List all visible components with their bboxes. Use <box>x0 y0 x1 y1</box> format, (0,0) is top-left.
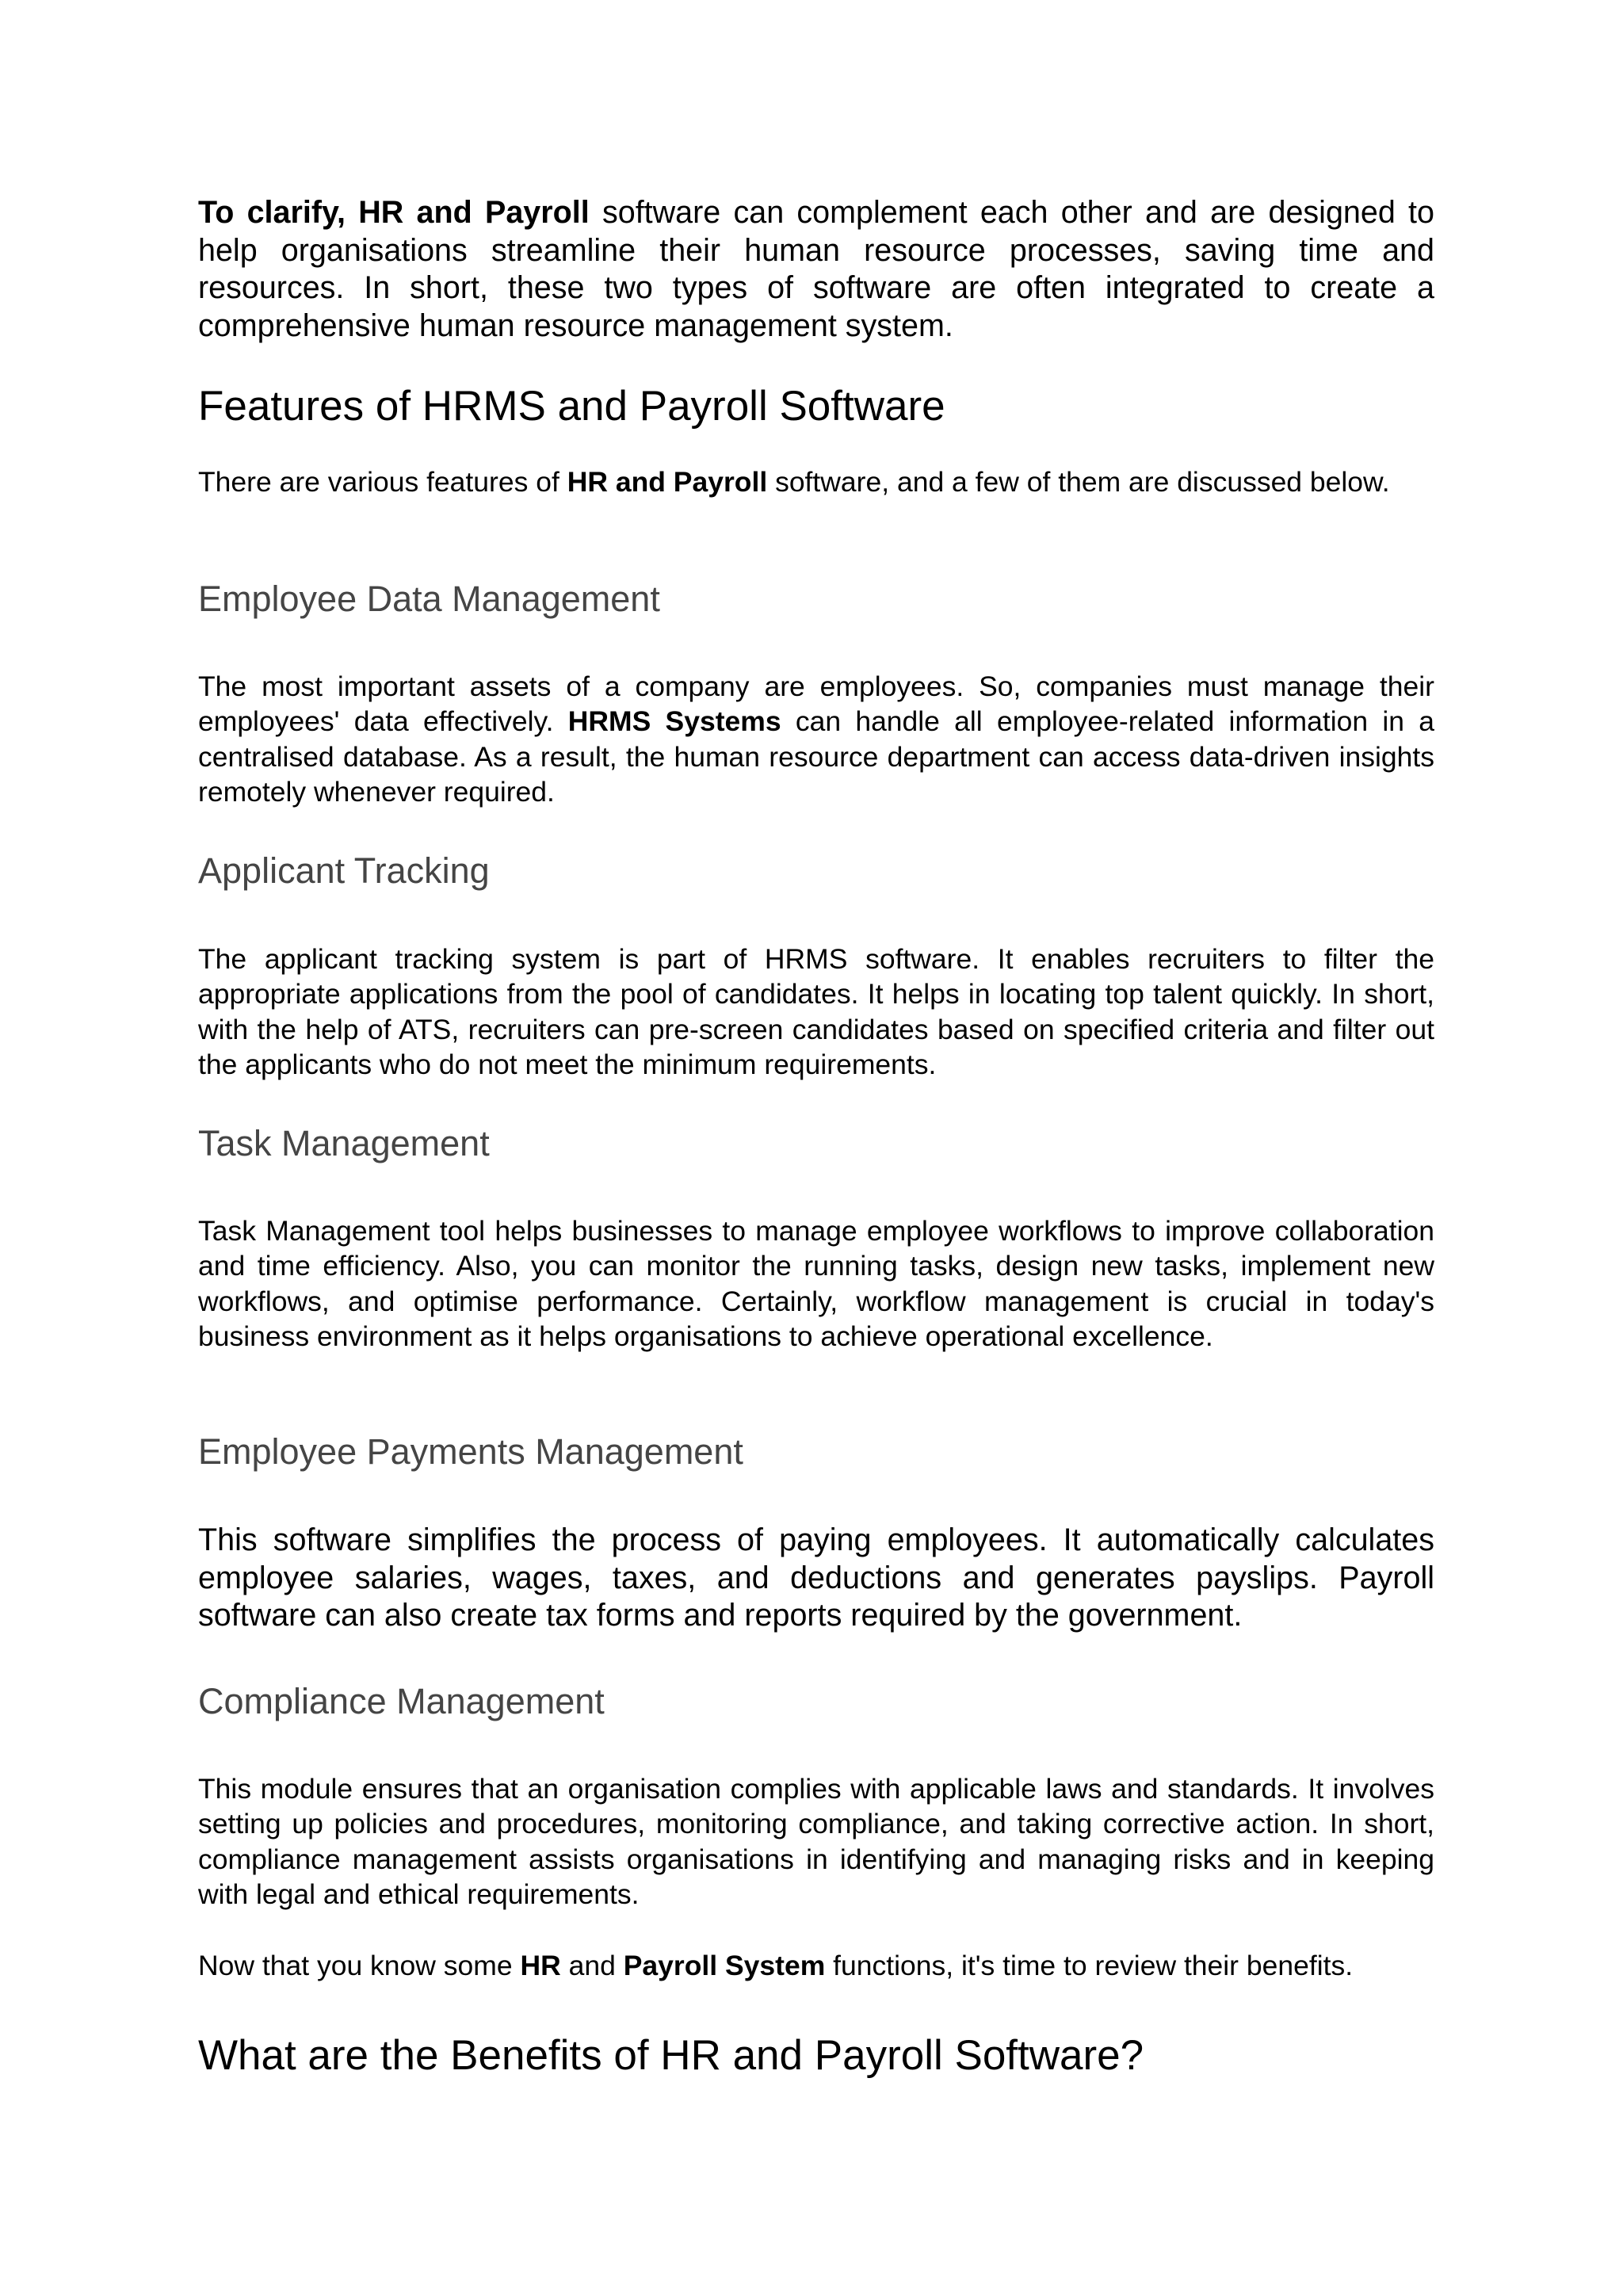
transition-paragraph <box>198 1948 1434 1983</box>
employee-data-pre: The most important assets of a company are employees. So, companies must manage their employees' data effectively. <box>198 670 1434 738</box>
section-heading-task-management: Task Management <box>198 1123 490 1163</box>
transition-bold-payroll: Payroll System <box>623 1950 826 1981</box>
section-heading-applicant-tracking: Applicant Tracking <box>198 850 490 891</box>
section-heading-employee-payments: Employee Payments Management <box>198 1431 743 1472</box>
intro-text: software can complement each other and are designed to help organisations streamline their human resource processes, saving time and resources. In short, these two types of software are often integrated to create a comprehensive human resource management system. <box>198 195 1434 343</box>
section-body-applicant-tracking: The applicant tracking system is part of HRMS software. It enables recruiters to filter the appropriate applications from the pool of candidates. It helps in locating top talent quickly. In short, with the help of ATS, recruiters can pre-screen candidates based on specified criteria and filter out the applicants who do not meet the minimum requirements. <box>198 943 1434 1080</box>
features-intro-paragraph <box>198 464 1434 499</box>
benefits-heading: What are the Benefits of HR and Payroll Software? <box>198 2032 1144 2079</box>
intro-paragraph <box>198 194 1434 345</box>
features-intro-bold: HR and Payroll <box>567 466 768 498</box>
transition-pre: Now that you know some <box>198 1950 521 1981</box>
transition-bold-hr: HR <box>520 1950 561 1981</box>
features-heading: Features of HRMS and Payroll Software <box>198 383 945 430</box>
section-body-employee-payments: This software simplifies the process of paying employees. It automatically calculates employee salaries, wages, taxes, and deductions and generates payslips. Payroll software can also create tax forms and reports required by the government. <box>198 1522 1434 1633</box>
section-heading-employee-data: Employee Data Management <box>198 579 660 619</box>
section-heading-compliance: Compliance Management <box>198 1681 605 1721</box>
features-intro-pre: There are various features of <box>198 466 567 498</box>
features-intro-post: software, and a few of them are discussed below. <box>767 466 1390 498</box>
transition-mid: and <box>560 1950 624 1981</box>
employee-data-post: can handle all employee-related information in a centralised database. As a result, the human resource department can access data-driven insights remotely whenever required. <box>198 705 1434 808</box>
intro-bold-lead: To clarify, HR and Payroll <box>198 195 590 230</box>
section-body-task-management: Task Management tool helps businesses to manage employee workflows to improve collaboration and time efficiency. Also, you can monitor the running tasks, design new tasks, implement new workflows, and optimise performance. Certainly, workflow management is crucial in today's business environment as it helps organisations to achieve operational excellence. <box>198 1215 1434 1352</box>
employee-data-bold: HRMS Systems <box>567 705 781 738</box>
section-body-compliance: This module ensures that an organisation complies with applicable laws and standards. It involves setting up policies and procedures, monitoring compliance, and taking corrective action. In short, compliance management assists organisations in identifying and managing risks and in keeping with legal and ethical requirements. <box>198 1773 1434 1910</box>
section-body-employee-data <box>198 669 1434 809</box>
transition-post: functions, it's time to review their benefits. <box>825 1950 1354 1981</box>
